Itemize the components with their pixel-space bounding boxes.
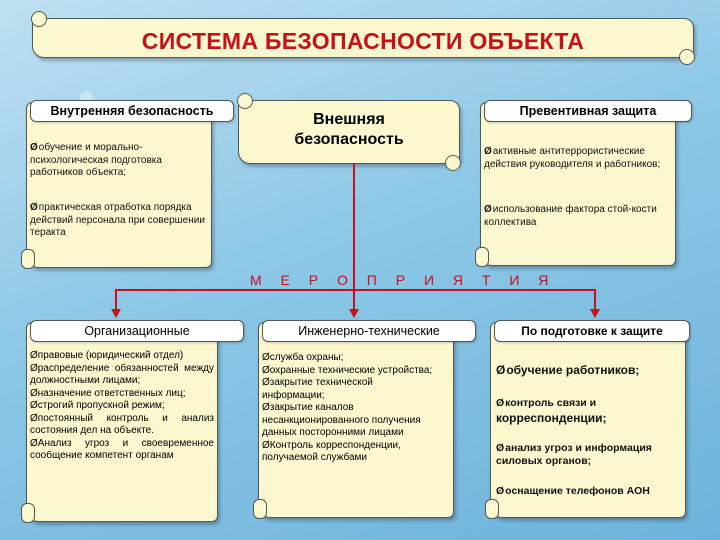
internal-item-1-text: обучение и морально-психологическая подготовка работников объекта;: [30, 142, 162, 178]
connector-left-drop: [115, 289, 117, 311]
organizational-item-1: [30, 350, 214, 363]
bullet-icon: Ø: [496, 442, 505, 454]
scroll-curl-icon: [21, 503, 35, 523]
scroll-curl-icon: [485, 499, 499, 519]
internal-security-panel: [26, 102, 212, 268]
organizational-item-4: [30, 400, 214, 413]
training-item-2-text: контроль связи и: [505, 397, 597, 409]
training-item-4-text: оснащение телефонов АОН: [505, 485, 650, 497]
training-item-1-text: обучение работников;: [506, 363, 640, 377]
preventive-item-2: [484, 204, 674, 229]
training-heading: [494, 320, 690, 342]
internal-item-2: [30, 202, 206, 240]
bullet-icon: Ø: [30, 437, 38, 449]
organizational-item-5-text: постоянный контроль и анализ состояния дел на объекте.: [30, 412, 214, 436]
bullet-icon: Ø: [496, 397, 505, 409]
bullet-icon: Ø: [262, 439, 270, 451]
title-banner: [32, 18, 694, 58]
organizational-item-2: [30, 363, 214, 388]
engineering-item-3-text: закрытие технической информации;: [262, 377, 373, 401]
bullet-icon: Ø: [30, 412, 38, 424]
internal-security-heading: [30, 100, 234, 122]
engineering-item-1: [262, 352, 438, 365]
scroll-curl-icon: [31, 11, 47, 27]
scroll-curl-icon: [253, 499, 267, 519]
engineering-item-3: [262, 377, 438, 402]
internal-security-heading-text: Внутренняя безопасность: [50, 104, 214, 118]
arrow-down-icon: [111, 309, 121, 318]
scroll-curl-icon: [21, 249, 35, 269]
training-item-3: [496, 442, 680, 467]
preventive-item-1: [484, 146, 674, 171]
bullet-icon: Ø: [30, 400, 38, 411]
organizational-item-4-text: строгий пропускной режим;: [37, 400, 165, 411]
measures-label: М Е Р О П Р И Я Т И Я: [250, 272, 556, 288]
bullet-icon: Ø: [30, 362, 38, 374]
training-item-2-continued-text: корреспонденции;: [496, 411, 607, 425]
scroll-curl-icon: [475, 247, 489, 267]
engineering-item-2: [262, 365, 438, 378]
engineering-item-4: [262, 402, 438, 440]
bullet-icon: Ø: [496, 485, 505, 497]
training-item-2-continued: [496, 412, 680, 425]
organizational-item-5: [30, 413, 214, 438]
organizational-heading-text: Организационные: [84, 324, 190, 338]
training-item-2: [496, 397, 680, 410]
bullet-icon: Ø: [30, 387, 38, 399]
training-heading-text: По подготовке к защите: [521, 324, 663, 338]
bullet-icon: Ø: [30, 202, 38, 213]
preventive-item-2-text: использование фактора стой-кости коллектива: [484, 204, 657, 228]
engineering-item-5: [262, 440, 438, 465]
organizational-item-2-text: распределение обязанностей между должностными лицами;: [30, 362, 214, 386]
training-item-4: [496, 485, 680, 498]
external-security-panel: [238, 100, 460, 164]
engineering-heading-text: Инженерно-технические: [298, 324, 440, 338]
organizational-item-6: [30, 438, 214, 463]
organizational-item-3-text: назначение ответственных лиц;: [37, 387, 186, 399]
bullet-icon: Ø: [484, 204, 492, 215]
bullet-icon: Ø: [262, 352, 270, 363]
external-security-heading: [239, 110, 459, 150]
engineering-item-4-text: закрытие каналов несанкционированного получения данных посторонними лицами: [262, 402, 421, 438]
engineering-heading: [262, 320, 476, 342]
engineering-item-1-text: служба охраны;: [269, 352, 344, 363]
training-item-3-text: анализ угроз и информация силовых органов;: [496, 442, 652, 467]
organizational-item-3: [30, 388, 214, 401]
bullet-icon: Ø: [262, 364, 270, 376]
preventive-protection-heading: [484, 100, 692, 122]
external-heading-line-1: Внешняя: [313, 111, 385, 128]
connector-center-drop: [353, 289, 355, 311]
organizational-item-1-text: правовые (юридический отдел): [37, 350, 184, 361]
connector-horizontal: [115, 289, 596, 291]
arrow-down-icon: [349, 309, 359, 318]
bullet-icon: Ø: [496, 363, 506, 377]
organizational-list: [30, 350, 214, 463]
external-heading-line-2: безопасность: [294, 131, 404, 148]
engineering-list: [262, 352, 438, 465]
scroll-curl-icon: [445, 155, 461, 171]
internal-item-1: [30, 142, 206, 180]
bullet-icon: Ø: [484, 146, 492, 157]
internal-item-2-text: практическая отработка порядка действий персонала при совершении теракта: [30, 202, 205, 238]
organizational-heading: [30, 320, 244, 342]
training-item-1: [496, 364, 680, 377]
connector-right-drop: [594, 289, 596, 311]
preventive-protection-heading-text: Превентивная защита: [519, 104, 657, 118]
engineering-item-5-text: Контроль корреспонденции, получаемой службами: [262, 439, 401, 463]
engineering-item-2-text: охранные технические устройства;: [269, 364, 433, 376]
page-title: СИСТЕМА БЕЗОПАСНОСТИ ОБЪЕКТА: [141, 28, 585, 54]
bullet-icon: Ø: [262, 402, 270, 413]
scroll-curl-icon: [237, 93, 253, 109]
organizational-item-6-text: Анализ угроз и своевременное сообщение компетент органам: [30, 437, 214, 461]
preventive-item-1-text: активные антитеррористические действия руководителя и работников;: [484, 146, 661, 170]
preventive-protection-panel: [480, 102, 676, 266]
bullet-icon: Ø: [30, 350, 38, 361]
arrow-down-icon: [590, 309, 600, 318]
bullet-icon: Ø: [262, 377, 270, 388]
bullet-icon: Ø: [30, 142, 38, 153]
